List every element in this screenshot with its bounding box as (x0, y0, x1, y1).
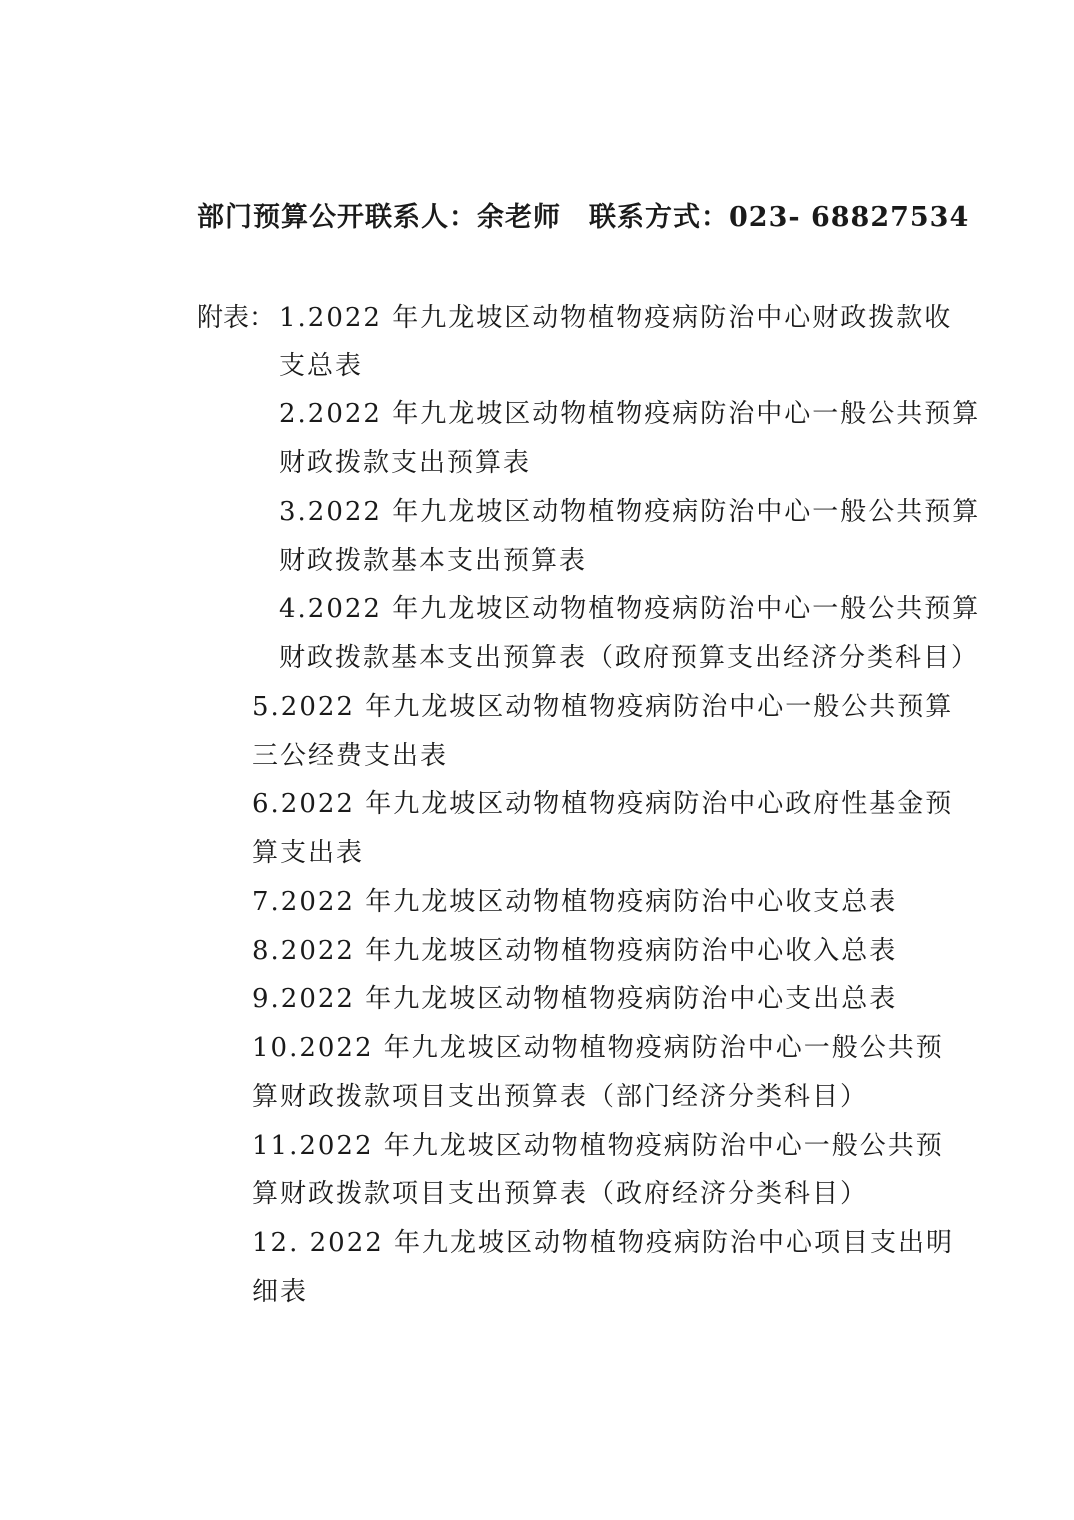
attachment-line: 1.2022 年九龙坡区动物植物疫病防治中心财政拨款收 (279, 303, 953, 333)
attachment-line: 11.2022 年九龙坡区动物植物疫病防治中心一般公共预 (252, 1131, 944, 1161)
attachment-line: 8.2022 年九龙坡区动物植物疫病防治中心收入总表 (252, 936, 898, 966)
attachment-line: 12. 2022 年九龙坡区动物植物疫病防治中心项目支出明 (252, 1228, 955, 1258)
attachment-line: 7.2022 年九龙坡区动物植物疫病防治中心收支总表 (252, 887, 898, 917)
contact-person: 部门预算公开联系人：余老师 (197, 202, 561, 233)
attachment-line: 6.2022 年九龙坡区动物植物疫病防治中心政府性基金预 (252, 789, 954, 819)
contact-line (197, 198, 969, 238)
attachment-line: 5.2022 年九龙坡区动物植物疫病防治中心一般公共预算 (252, 692, 954, 722)
attachment-line: 算支出表 (252, 838, 365, 868)
attachment-line: 三公经费支出表 (252, 741, 449, 771)
attachment-line: 9.2022 年九龙坡区动物植物疫病防治中心支出总表 (252, 984, 898, 1014)
attachments-label: 附表： (197, 303, 276, 333)
attachment-line: 算财政拨款项目支出预算表（政府经济分类科目） (252, 1179, 869, 1209)
attachment-line: 2.2022 年九龙坡区动物植物疫病防治中心一般公共预算 (279, 399, 981, 429)
attachment-line: 4.2022 年九龙坡区动物植物疫病防治中心一般公共预算 (279, 594, 981, 624)
attachment-line: 财政拨款基本支出预算表 (279, 546, 588, 576)
attachment-line: 细表 (252, 1277, 309, 1307)
attachment-line: 3.2022 年九龙坡区动物植物疫病防治中心一般公共预算 (279, 497, 981, 527)
attachment-line: 财政拨款支出预算表 (279, 448, 532, 478)
attachment-line: 算财政拨款项目支出预算表（部门经济分类科目） (252, 1082, 869, 1112)
attachment-line: 支总表 (279, 351, 364, 381)
attachment-line: 财政拨款基本支出预算表（政府预算支出经济分类科目） (279, 643, 980, 673)
attachment-line: 10.2022 年九龙坡区动物植物疫病防治中心一般公共预 (252, 1033, 944, 1063)
contact-method: 联系方式：023- 68827534 (589, 202, 970, 233)
